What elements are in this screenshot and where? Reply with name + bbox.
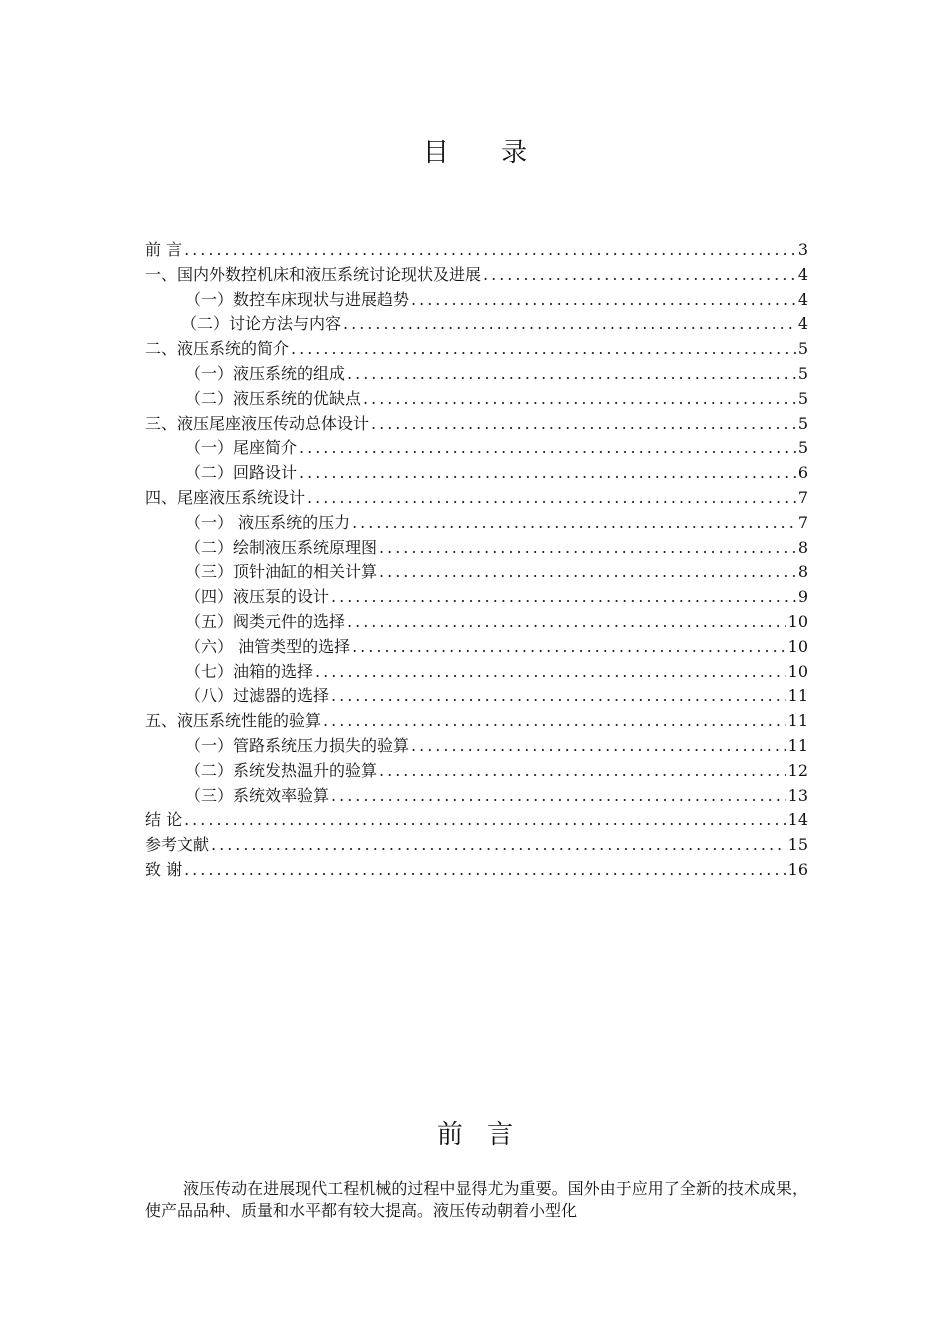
toc-leader-dots xyxy=(483,263,796,288)
toc-entry[interactable] xyxy=(145,536,808,561)
toc-entry-page: 8 xyxy=(797,562,808,582)
toc-entry-label: （一）数控车床现状与进展趋势 xyxy=(185,289,410,309)
toc-entry-label: （一）管路系统压力损失的验算 xyxy=(185,735,410,755)
preface-title: 前 言 xyxy=(436,1120,522,1150)
toc-entry-label: 结 论 xyxy=(145,810,183,830)
toc-entry-page: 8 xyxy=(797,537,808,557)
toc-leader-dots xyxy=(211,833,786,858)
toc-leader-dots xyxy=(363,387,796,412)
toc-entry-label: （二）回路设计 xyxy=(185,463,298,483)
toc-title: 目 录 xyxy=(422,138,550,168)
toc-leader-dots xyxy=(323,709,786,734)
toc-leader-dots xyxy=(379,536,796,561)
toc-entry-page: 11 xyxy=(787,711,808,731)
toc-entry-label: （一）尾座简介 xyxy=(185,438,298,458)
toc-leader-dots xyxy=(307,486,796,511)
toc-entry-page: 9 xyxy=(797,587,808,607)
toc-entry-page: 15 xyxy=(787,835,808,855)
toc-entry-label: 参考文献 xyxy=(145,835,210,855)
toc-entry-page: 10 xyxy=(787,611,808,631)
toc-entry-page: 12 xyxy=(787,760,808,780)
toc-leader-dots xyxy=(184,808,786,833)
toc-entry[interactable] xyxy=(145,684,808,709)
toc-entry-label: 三、液压尾座液压传动总体设计 xyxy=(145,413,370,433)
toc-entry[interactable] xyxy=(145,808,808,833)
toc-entry-label: （四）液压泵的设计 xyxy=(185,587,330,607)
toc-entry-page: 5 xyxy=(797,339,808,359)
toc-leader-dots xyxy=(331,585,796,610)
toc-entry[interactable] xyxy=(145,312,808,337)
toc-entry[interactable] xyxy=(145,858,808,883)
toc-entry-label: （二）绘制液压系统原理图 xyxy=(185,537,378,557)
toc-leader-dots xyxy=(299,461,796,486)
toc-entry-label: （二）系统发热温升的验算 xyxy=(185,760,378,780)
toc-entry[interactable] xyxy=(145,436,808,461)
toc-entry-label: （二）液压系统的优缺点 xyxy=(185,388,362,408)
toc-leader-dots xyxy=(343,312,796,337)
toc-entry-label: 二、液压系统的简介 xyxy=(145,339,290,359)
toc-entry-label: （七）油箱的选择 xyxy=(185,661,314,681)
toc-entry[interactable] xyxy=(145,833,808,858)
toc-entry[interactable] xyxy=(145,585,808,610)
toc-entry[interactable] xyxy=(145,734,808,759)
toc-entry-page: 10 xyxy=(787,661,808,681)
toc-entry-page: 4 xyxy=(797,314,808,334)
toc-entry-page: 16 xyxy=(787,859,808,879)
toc-entry[interactable] xyxy=(145,610,808,635)
toc-leader-dots xyxy=(299,436,796,461)
toc-leader-dots xyxy=(379,560,796,585)
toc-leader-dots xyxy=(411,734,786,759)
toc-entry-page: 14 xyxy=(787,810,808,830)
toc-entry-page: 13 xyxy=(787,785,808,805)
toc-entry-label: 四、尾座液压系统设计 xyxy=(145,487,306,507)
toc-entry-page: 4 xyxy=(797,264,808,284)
toc-leader-dots xyxy=(347,610,786,635)
toc-leader-dots xyxy=(352,635,786,660)
toc-entry-label: （八）过滤器的选择 xyxy=(185,686,330,706)
toc-leader-dots xyxy=(331,784,786,809)
toc-entry-page: 5 xyxy=(797,413,808,433)
preface-paragraph: 液压传动在进展现代工程机械的过程中显得尤为重要。国外由于应用了全新的技术成果，使产品品种、质量和水平都有较大提高。液压传动朝着小型化 xyxy=(145,1179,808,1220)
toc-leader-dots xyxy=(379,759,786,784)
toc-entry-label: 致 谢 xyxy=(145,859,183,879)
toc-entry-page: 4 xyxy=(797,289,808,309)
toc-entry[interactable] xyxy=(145,486,808,511)
toc-entry[interactable] xyxy=(145,362,808,387)
toc-entry[interactable] xyxy=(145,288,808,313)
toc-entry-page: 11 xyxy=(787,735,808,755)
toc-entry-label: （二）讨论方法与内容 xyxy=(181,314,342,334)
toc-entry-label: 五、液压系统性能的验算 xyxy=(145,711,322,731)
toc-entry[interactable] xyxy=(145,635,808,660)
toc-leader-dots xyxy=(184,858,786,883)
toc-entry-page: 10 xyxy=(787,636,808,656)
toc-entry[interactable] xyxy=(145,660,808,685)
toc-entry[interactable] xyxy=(145,784,808,809)
toc-entry[interactable] xyxy=(145,263,808,288)
toc-entry-page: 6 xyxy=(797,463,808,483)
toc-leader-dots xyxy=(331,684,786,709)
toc-entry-page: 7 xyxy=(797,512,808,532)
toc-entry-label: （一） 液压系统的压力 xyxy=(185,512,351,532)
table-of-contents xyxy=(145,238,808,883)
toc-leader-dots xyxy=(352,511,796,536)
toc-entry[interactable] xyxy=(145,560,808,585)
toc-entry[interactable] xyxy=(145,511,808,536)
toc-leader-dots xyxy=(411,288,796,313)
toc-entry[interactable] xyxy=(145,709,808,734)
toc-entry[interactable] xyxy=(145,238,808,263)
toc-leader-dots xyxy=(315,660,786,685)
toc-entry-label: 一、国内外数控机床和液压系统讨论现状及进展 xyxy=(145,264,482,284)
toc-entry-page: 5 xyxy=(797,438,808,458)
toc-entry[interactable] xyxy=(145,461,808,486)
toc-entry-label: （一）液压系统的组成 xyxy=(185,363,346,383)
toc-entry-label: （三）系统效率验算 xyxy=(185,785,330,805)
toc-leader-dots xyxy=(291,337,796,362)
toc-entry-page: 3 xyxy=(797,240,808,259)
toc-leader-dots xyxy=(347,362,796,387)
toc-entry[interactable] xyxy=(145,759,808,784)
toc-entry-page: 5 xyxy=(797,388,808,408)
toc-entry-page: 11 xyxy=(787,686,808,706)
toc-entry[interactable] xyxy=(145,387,808,412)
toc-entry-page: 5 xyxy=(797,363,808,383)
toc-entry-label: 前 言 xyxy=(145,240,183,259)
toc-entry-label: （三）顶针油缸的相关计算 xyxy=(185,562,378,582)
toc-entry-page: 7 xyxy=(797,487,808,507)
toc-leader-dots xyxy=(184,238,796,263)
toc-leader-dots xyxy=(371,412,796,437)
toc-entry[interactable] xyxy=(145,412,808,437)
toc-entry[interactable] xyxy=(145,337,808,362)
toc-entry-label: （五）阀类元件的选择 xyxy=(185,611,346,631)
toc-entry-label: （六） 油管类型的选择 xyxy=(185,636,351,656)
